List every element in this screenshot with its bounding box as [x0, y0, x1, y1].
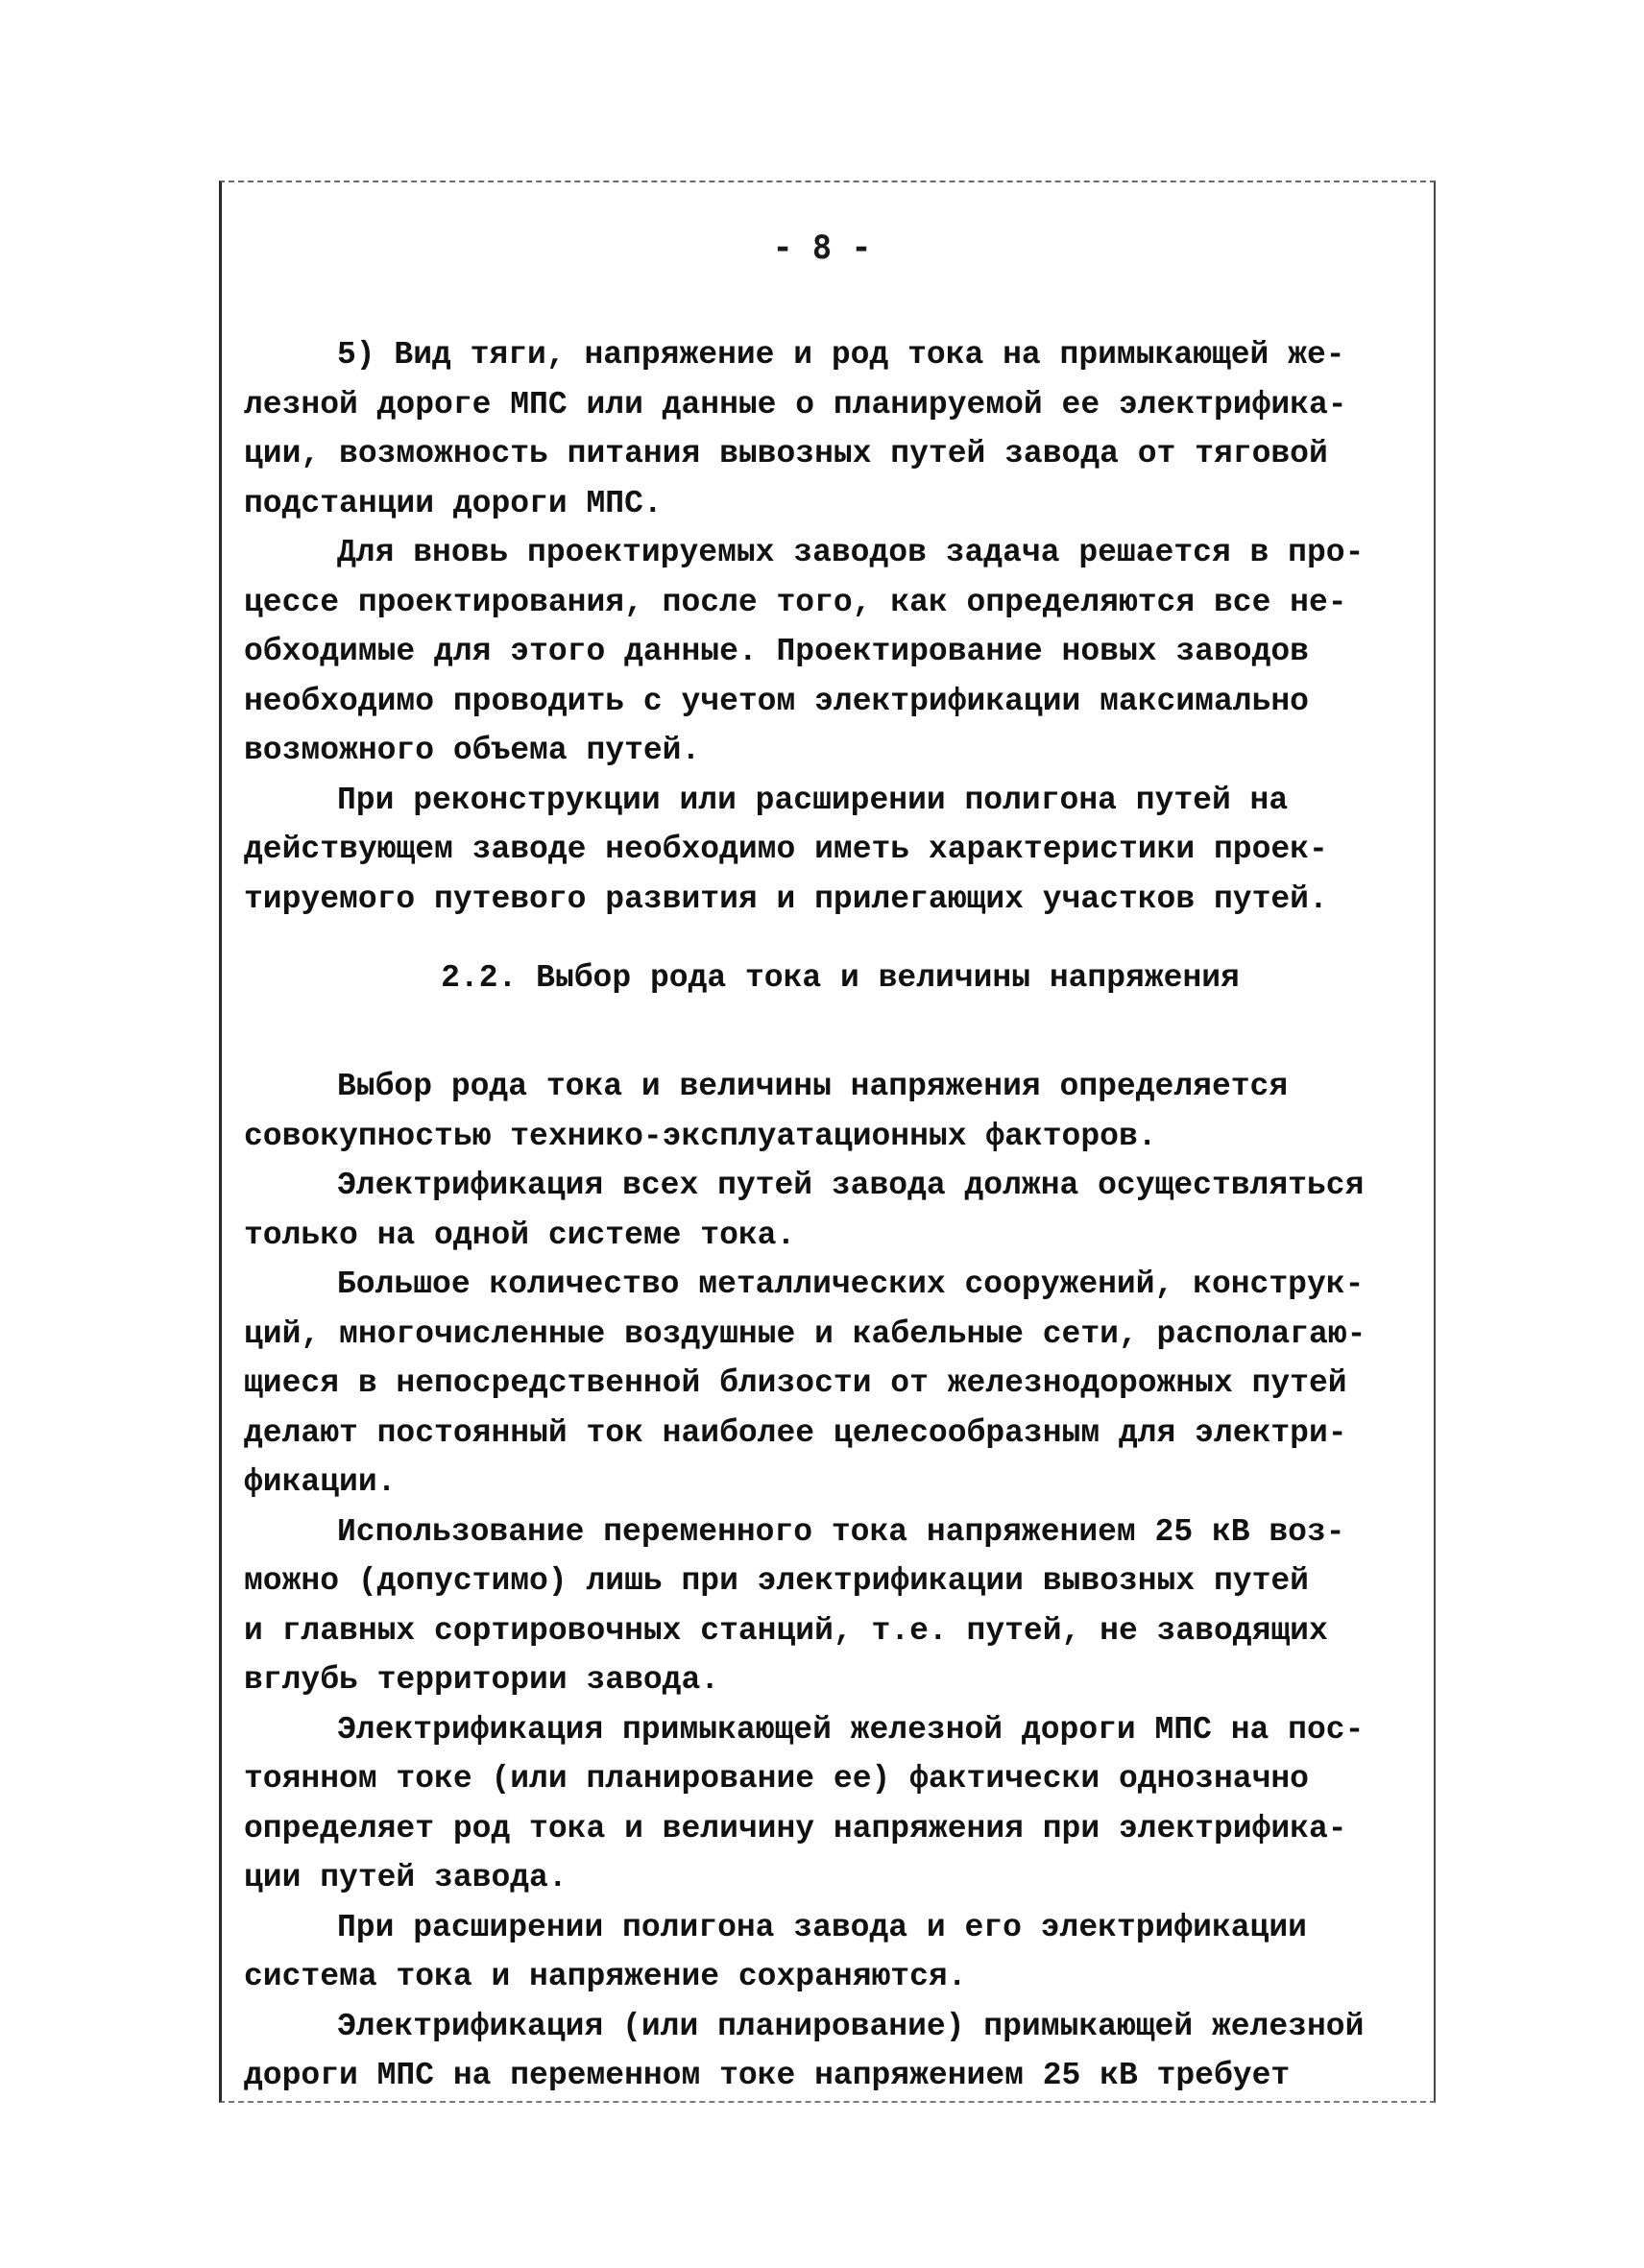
text-line: необходимо проводить с учетом электрификации максимально: [244, 683, 1309, 719]
text-line: 5) Вид тяги, напряжение и род тока на примыкающей же-: [337, 337, 1345, 373]
text-line: Большое количество металлических сооружений, конструк-: [337, 1267, 1365, 1302]
text-line: дороги МПС на переменном токе напряжением 25 кВ требует: [244, 2058, 1291, 2093]
page-number: - 8 -: [772, 229, 872, 267]
text-line: ции путей завода.: [244, 1860, 568, 1895]
text-line: цессе проектирования, после того, как определяются все не-: [244, 584, 1347, 620]
text-line: возможного объема путей.: [244, 733, 701, 768]
text-line: фикации.: [244, 1464, 397, 1500]
text-line: совокупностью технико-эксплуатационных факторов.: [244, 1118, 1157, 1154]
text-line: обходимые для этого данные. Проектирование новых заводов: [244, 634, 1309, 669]
text-line: ций, многочисленные воздушные и кабельные сети, располагаю-: [244, 1315, 1366, 1352]
text-line: и главных сортировочных станций, т.е. путей, не заводящих: [244, 1612, 1328, 1649]
text-line: тируемого путевого развития и прилегающих участков путей.: [244, 881, 1328, 917]
text-line: делают постоянный ток наиболее целесообразным для электри-: [244, 1414, 1347, 1451]
text-line: Использование переменного тока напряжением 25 кВ воз-: [337, 1513, 1345, 1550]
text-line: только на одной системе тока.: [244, 1217, 796, 1253]
text-line: подстанции дороги МПС.: [244, 485, 663, 521]
text-line: вглубь территории завода.: [244, 1662, 720, 1698]
text-line: щиеся в непосредственной близости от железнодорожных путей: [244, 1365, 1347, 1401]
text-line: система тока и напряжение сохраняются.: [244, 1959, 967, 1994]
text-line: ции, возможность питания вывозных путей завода от тяговой: [244, 436, 1328, 471]
text-line: Электрификация всех путей завода должна осуществляться: [337, 1168, 1365, 1203]
section-1-text: [244, 330, 1406, 924]
text-line: лезной дороге МПС или данные о планируемой ее электрифика-: [244, 386, 1347, 422]
text-line: Выбор рода тока и величины напряжения определяется: [337, 1069, 1289, 1104]
text-line: действующем заводе необходимо иметь характеристики проек-: [244, 832, 1328, 867]
text-line: При реконструкции или расширении полигона путей на: [337, 782, 1289, 818]
text-line: Электрификация (или планирование) примыкающей железной: [337, 2008, 1365, 2044]
section-2-text: [244, 1062, 1406, 2101]
text-line: можно (допустимо) лишь при электрификации вывозных путей: [244, 1563, 1309, 1599]
text-line: Электрификация примыкающей железной дороги МПС на пос-: [337, 1711, 1365, 1748]
text-line: определяет род тока и величину напряжения при электрифика-: [244, 1810, 1347, 1846]
section-heading: 2.2. Выбор рода тока и величины напряжения: [441, 960, 1240, 996]
text-line: При расширении полигона завода и его электрификации: [337, 1909, 1307, 1945]
text-line: Для вновь проектируемых заводов задача решается в про-: [337, 535, 1365, 570]
text-line: тоянном токе (или планирование ее) фактически однозначно: [244, 1761, 1309, 1797]
